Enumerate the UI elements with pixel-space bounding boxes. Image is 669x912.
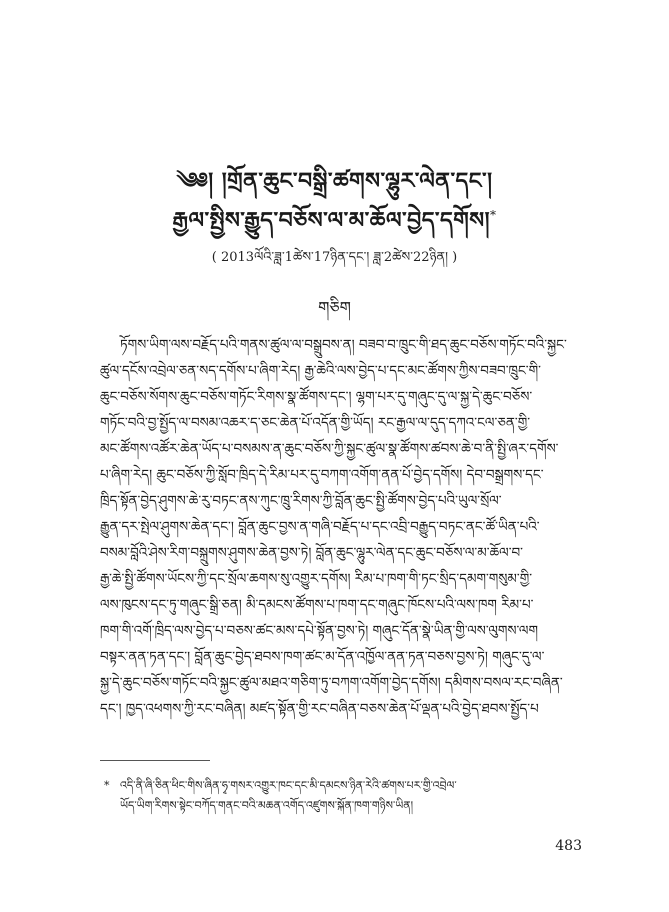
body-line: ཚུལ་དངོས་འབྲེལ་ཅན་སད་དགོས་པ་ཞིག་རེད། རྒྱ་ཆེའི་ལས་བྱེད་པ་དང་མང་ཚོགས་ཀྱིས་བཟབ་ཁྲུང་གི་ [100, 363, 541, 379]
body-line: མང་ཚོགས་འཚོར་ཆེན་ཡོད་པ་བསམས་ན་ཆུང་བཅོས་ཀྱི་སྐྱང་ཚུལ་སྣ་ཚོགས་ཚབས་ཆེ་བ་ནི་སྤྱི་ཞར་དགོས་ [100, 441, 559, 457]
body-line: སྐྱ་དེ་ཆུང་བཅོས་གཏོང་བའི་སྐྱང་ཚུལ་མཐའ་གཅིག་ཏུ་བཀག་འགོག་བྱེད་དགོས། དམིགས་བསལ་རང་བཞིན་ [100, 675, 563, 691]
title-line-1 [0, 166, 669, 196]
body-line: ཁག་གི་འགོ་ཁྲིད་ལས་བྱེད་པ་བཅས་ཚང་མས་དཔེ་སྟོན་བྱས་ཏེ། གཞུང་དོན་སྣེ་ཡིན་གྱི་ལས་ལུགས་ལག [100, 623, 538, 639]
title-line-1-text: ༄༅། །གྲོན་ཆུང་བསྒྲི་ཚགས་ལྷུར་ལེན་དང་། [176, 168, 493, 194]
body-line: ལས་ཁུངས་དང་ཏུ་གཞུང་སྒྲི་ཅན། མི་དམངས་ཚོགས་པ་ཁག་དང་གཞུང་ཁོངས་པའི་ལས་ཁག རིམ་པ་ [100, 597, 534, 613]
section-heading: གཅིག [318, 298, 351, 317]
body-line: པ་ཞིག་རེད། ཆུང་བཅོས་ཀྱི་སློབ་ཁྲིད་དེ་རིམ་པར་དུ་བཀག་འགོག་ནན་པོ་བྱེད་དགོས། དེབ་བསྒྲགས་དང་ [100, 467, 544, 483]
footnote-line-2: ཡོད་ཡིག་རིགས་སྟེང་བཀོད་གནང་བའི་མཆན་འགོད་འཛུགས་སྐོན་ཁག་གཉིས་ཡིན། [120, 799, 414, 812]
body-line: རྒྱ་ཆེ་སྤྱི་ཚོགས་ཡོངས་ཀྱི་དང་སྲོལ་ཆགས་སུ་འགྱུར་དགོས། རིམ་པ་ཁག་གི་ཏང་སྲིད་དམག་གསུམ་གྱི་ [100, 571, 533, 587]
body-line: ཏོགས་ཡིག་ལས་བརྗོད་པའི་གནས་ཚུལ་ལ་བསྒྲུབས་ན། བཟབ་བ་ཁྲུང་གི་ཐད་ཆུང་བཅོས་གཏོང་བའི་སྐྱང་ [120, 337, 567, 353]
title-line-2 [0, 200, 669, 235]
body-line: ཆུང་བཅོས་སོགས་ཆུང་བཅོས་གཏོང་རིགས་སྣ་ཚོགས་དང་། ལྷག་པར་དུ་གཞུང་དུ་ལ་སྐྱ་དེ་ཆུང་བཅོས་ [100, 389, 533, 405]
body-line: བསམ་བློའི་ཤེས་རིག་བསྐྲུགས་ཤུགས་ཆེན་བྱས་ཏེ། བློན་ཆུང་ལྷུར་ལེན་དང་ཆུང་བཅོས་ལ་མ་ཆོལ་བ་ [100, 545, 524, 561]
title-line-2-text: རྒྱལ་སྤྱིས་རྒྱུད་བཅོས་ལ་མ་ཆོལ་བྱེད་དགོས། [172, 207, 491, 234]
body-line: དང་། ཁྱད་འཕགས་ཀྱི་རང་བཞིན། མཛད་སྟོན་གྱི་རང་བཞིན་བཅས་ཆེན་པོ་ལྡན་པའི་བྱེད་ཐབས་སྤྱོད་པ [100, 701, 539, 717]
title-footnote-mark: * [490, 208, 497, 222]
date-line: ( 2013ལོའི་ཟླ་1ཚེས་17ཉིན་དང་། ཟླ་2ཚེས་22ཉིན། ) [211, 250, 458, 265]
footnote-divider [100, 760, 210, 761]
body-line: རྒྱུན་དར་སྤེལ་ཤུགས་ཆེན་དང་། བློན་ཆུང་བྱས་ན་གཞི་བརྗོད་པ་དང་འབྲི་བརྒྱུད་བཏང་ནང་ཚོ་ཡིན་པའི་ [100, 519, 540, 535]
body-text [100, 332, 582, 722]
page-number: 483 [555, 838, 582, 854]
body-line: ཁྲིད་སྟོན་བྱེད་ཤུགས་ཆེ་རུ་བཏང་ནས་ཀུང་ཁྲུ་རིགས་ཀྱི་བློན་ཆུང་སྤྱི་ཚོགས་བྱེད་པའི་ཡུལ་སྲོལ་ [100, 493, 502, 509]
body-line: བསྟར་ནན་ཏན་དང་། བློན་ཆུང་བྱེད་ཐབས་ཁག་ཚང་མ་དོན་འཁྱོལ་ནན་ཏན་བཅས་བྱས་ཏེ། གཞུང་དུ་ལ་ [100, 649, 545, 665]
footnote-line-1: འདི་ནི་ཞི་ཅིན་ཕིང་གིས་ཞིན་ཧྭ་གསར་འགྱུར་ཁང་དང་མི་དམངས་ཉིན་རེའི་ཚགས་པར་གྱི་འབྲེལ་ [120, 779, 457, 792]
body-line: གཏོང་བའི་བྱ་སྤྱོད་ལ་བསམ་འཆར་ད་ཅང་ཆེན་པོ་འདོན་གྱི་ཡོད། རང་རྒྱལ་ལ་དུད་དཀའ་ངལ་ཅན་གྱི་ [100, 415, 531, 431]
footnote [104, 776, 582, 816]
footnote-mark: * [104, 779, 110, 792]
